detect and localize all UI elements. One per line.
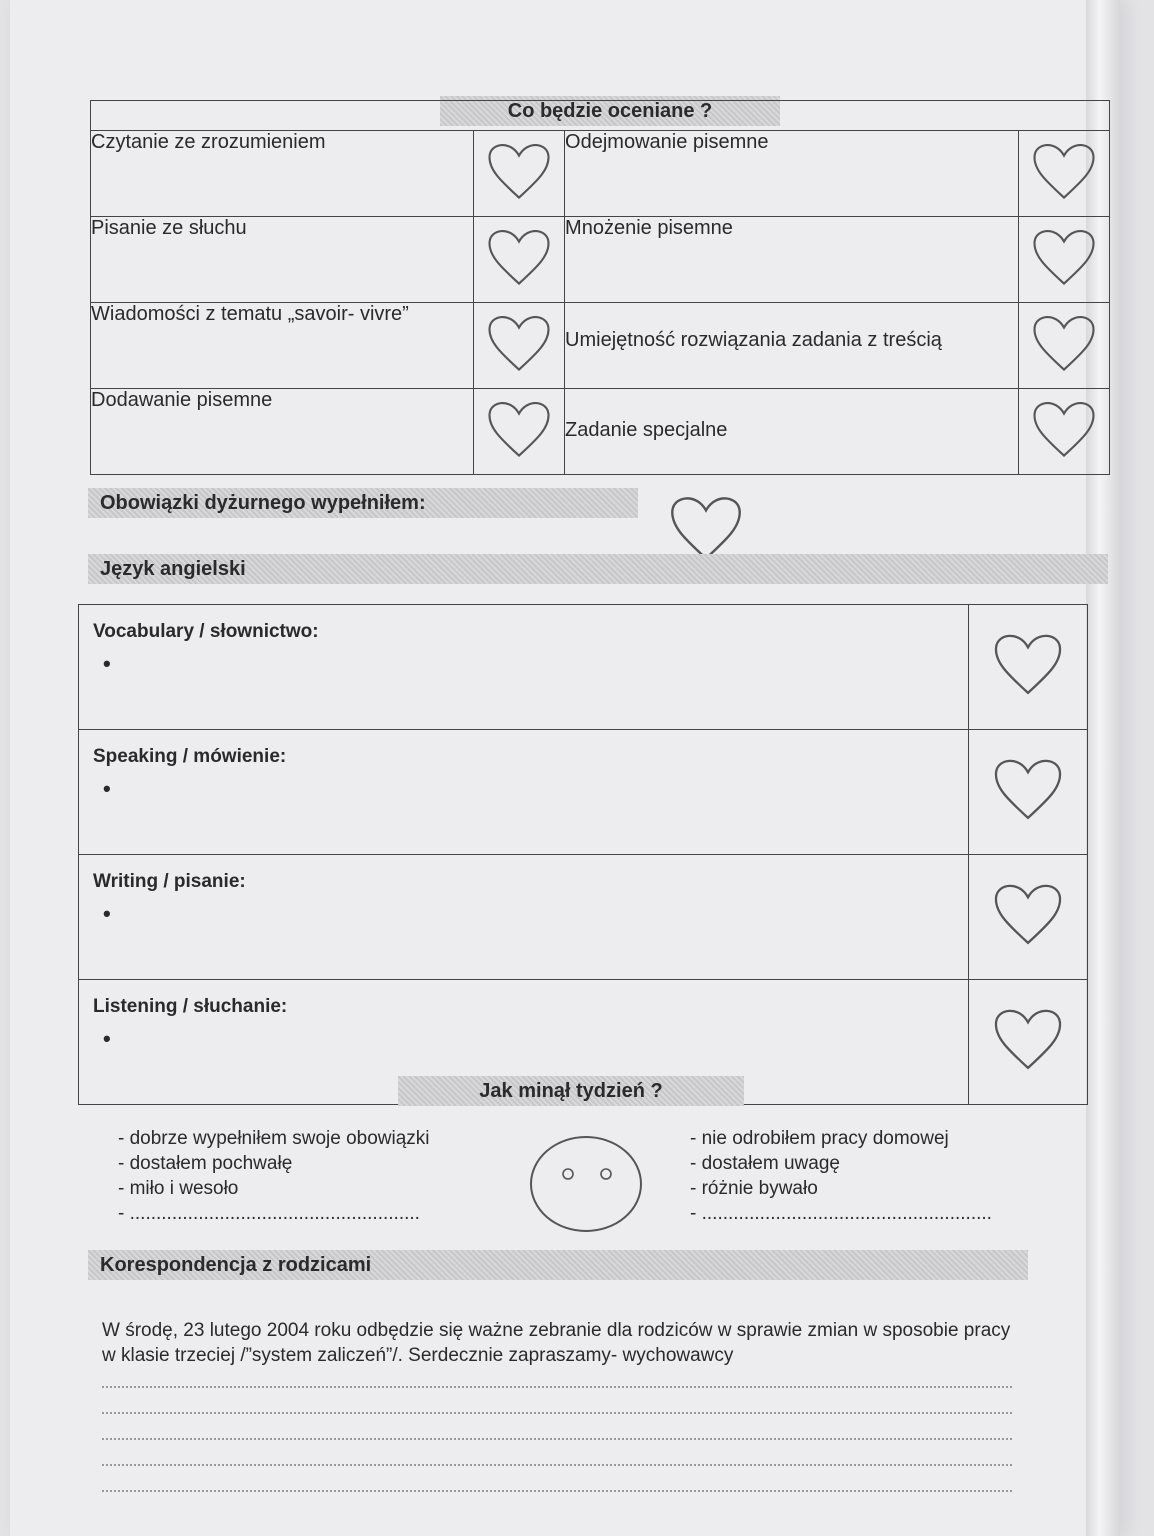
- list-item: - dostałem uwagę: [690, 1153, 840, 1174]
- english-item-label: Writing / pisanie:: [93, 871, 246, 892]
- assessment-item: Dodawanie pisemne: [91, 389, 474, 475]
- duty-title: Obowiązki dyżurnego wypełniłem:: [88, 488, 638, 518]
- heart-icon: [990, 751, 1066, 827]
- english-table: [78, 604, 1088, 1105]
- heart-icon: [990, 876, 1066, 952]
- heart-box[interactable]: [474, 217, 565, 303]
- heart-icon: [990, 1001, 1066, 1077]
- face-icon[interactable]: [528, 1134, 644, 1234]
- heart-icon: [1029, 394, 1099, 464]
- assessment-item: Umiejętność rozwiązania zadania z treścią: [565, 303, 1019, 389]
- heart-icon: [990, 626, 1066, 702]
- correspondence-title: Korespondencja z rodzicami: [88, 1250, 1028, 1280]
- heart-icon: [484, 136, 554, 206]
- heart-icon: [1029, 308, 1099, 378]
- heart-box[interactable]: [969, 605, 1088, 730]
- heart-box[interactable]: [474, 303, 565, 389]
- list-item: - nie odrobiłem pracy domowej: [690, 1128, 949, 1149]
- correspondence-text: W środę, 23 lutego 2004 roku odbędzie się ważne zebranie dla rodziców w sprawie zmian w sposobie pracy w klasie trzeciej /”system zaliczeń”/. Serdecznie zapraszamy- wychowawcy: [102, 1320, 1011, 1366]
- bullet: •: [103, 776, 111, 801]
- english-item-label: Listening / słuchanie:: [93, 996, 288, 1017]
- assessment-item: Mnożenie pisemne: [565, 217, 1019, 303]
- heart-box[interactable]: [1019, 389, 1110, 475]
- writing-line[interactable]: [102, 1490, 1012, 1492]
- week-title: Jak minął tydzień ?: [398, 1076, 744, 1106]
- heart-icon: [484, 308, 554, 378]
- writing-line[interactable]: [102, 1464, 1012, 1466]
- heart-box[interactable]: [1019, 303, 1110, 389]
- assessment-item: Wiadomości z tematu „savoir- vivre”: [91, 303, 474, 389]
- writing-line[interactable]: [102, 1412, 1012, 1414]
- bullet: •: [103, 901, 111, 926]
- bullet: •: [103, 1026, 111, 1051]
- assessment-item: Odejmowanie pisemne: [565, 131, 1019, 217]
- assessment-item: Czytanie ze zrozumieniem: [91, 131, 474, 217]
- english-item: [79, 855, 969, 980]
- heart-box[interactable]: [474, 131, 565, 217]
- bullet: •: [103, 651, 111, 676]
- list-item: - dostałem pochwałę: [118, 1153, 293, 1174]
- week-right-list: [690, 1126, 992, 1226]
- heart-icon: [1029, 222, 1099, 292]
- worksheet-page: [10, 0, 1120, 1536]
- week-left-list: [118, 1126, 430, 1226]
- list-item: - .......................................................: [118, 1203, 420, 1224]
- heart-icon: [1029, 136, 1099, 206]
- list-item: - dobrze wypełniłem swoje obowiązki: [118, 1128, 430, 1149]
- heart-box[interactable]: [1019, 131, 1110, 217]
- english-item-label: Vocabulary / słownictwo:: [93, 621, 319, 642]
- list-item: - .......................................................: [690, 1203, 992, 1224]
- writing-line[interactable]: [102, 1438, 1012, 1440]
- english-title: Język angielski: [88, 554, 1108, 584]
- heart-box[interactable]: [474, 389, 565, 475]
- heart-box[interactable]: [969, 980, 1088, 1105]
- assessment-table: [90, 100, 1110, 475]
- heart-box[interactable]: [969, 855, 1088, 980]
- heart-icon: [484, 222, 554, 292]
- heart-box[interactable]: [1019, 217, 1110, 303]
- writing-line[interactable]: [102, 1386, 1012, 1388]
- english-item: [79, 605, 969, 730]
- assessment-item: Zadanie specjalne: [565, 389, 1019, 475]
- assessment-item: Pisanie ze słuchu: [91, 217, 474, 303]
- heart-box[interactable]: [969, 730, 1088, 855]
- heart-icon: [484, 394, 554, 464]
- list-item: - miło i wesoło: [118, 1178, 239, 1199]
- english-item-label: Speaking / mówienie:: [93, 746, 287, 767]
- list-item: - różnie bywało: [690, 1178, 818, 1199]
- assessment-title: Co będzie oceniane ?: [440, 96, 780, 126]
- english-item: [79, 730, 969, 855]
